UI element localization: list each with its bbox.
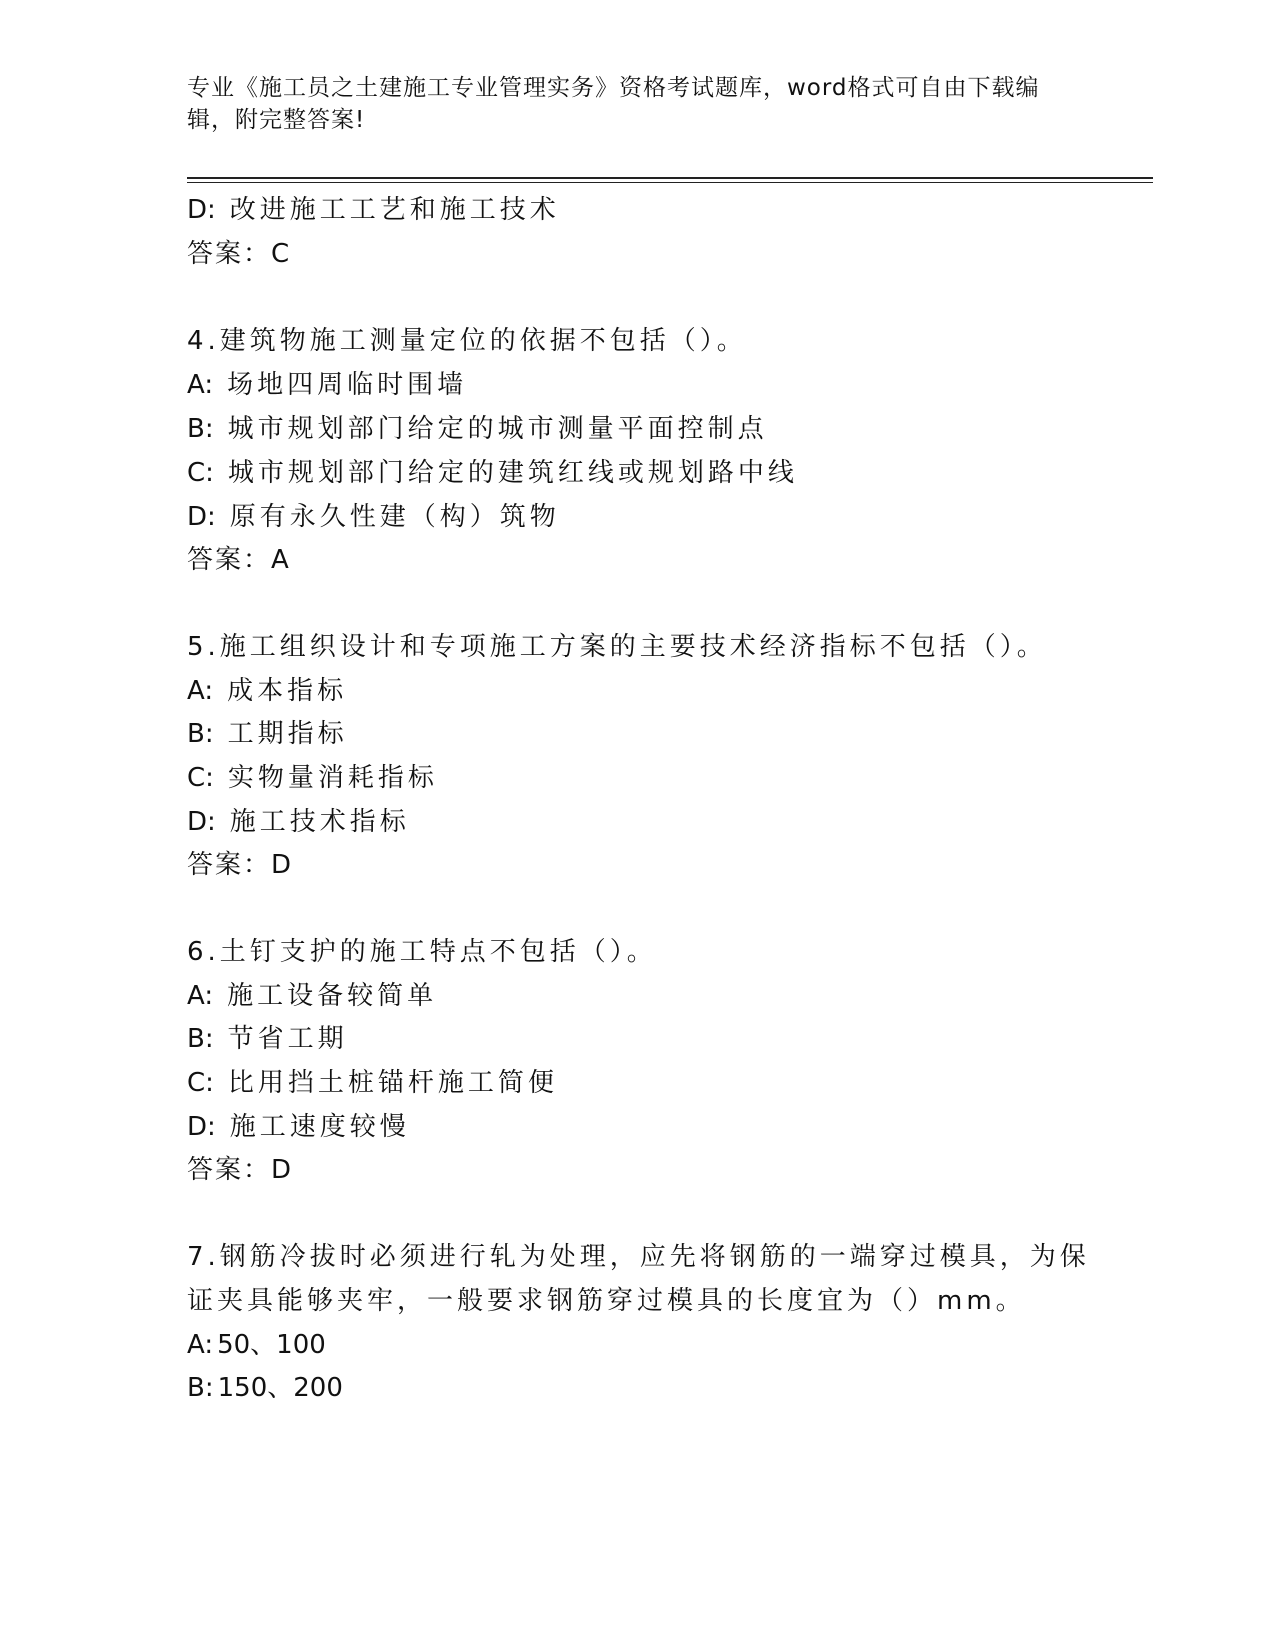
question-4-option-b — [187, 412, 768, 446]
option-text: 城市规划部门给定的建筑红线或规划路中线 — [227, 458, 798, 488]
question-6-option-d — [187, 1110, 410, 1144]
option-label: B: — [187, 719, 214, 749]
option-text: 施工技术指标 — [229, 807, 410, 837]
option-label: B: — [187, 1373, 214, 1403]
answer-value: D — [271, 850, 292, 880]
option-label: A: — [187, 1330, 214, 1360]
header-divider-thin — [187, 182, 1153, 183]
option-text: 施工设备较简单 — [227, 981, 438, 1011]
question-6-option-b — [187, 1022, 348, 1056]
question-5-option-b — [187, 717, 348, 751]
question-7-option-a — [187, 1328, 326, 1362]
header-divider-thick — [187, 177, 1153, 179]
option-text: 150、200 — [217, 1373, 343, 1403]
option-label: C: — [187, 763, 214, 793]
answer-label: 答案： — [187, 1155, 272, 1185]
option-label: D: — [187, 1112, 216, 1142]
answer-value: D — [271, 1155, 292, 1185]
option-label: C: — [187, 1068, 214, 1098]
header-line-1: 专业《施工员之土建施工专业管理实务》资格考试题库，word格式可自由下载编 — [187, 75, 1040, 101]
question-5-option-a — [187, 674, 347, 708]
option-label: A: — [187, 981, 214, 1011]
option-label: A: — [187, 676, 214, 706]
option-text: 50、100 — [217, 1330, 326, 1360]
option-text: 比用挡土桩锚杆施工简便 — [227, 1068, 558, 1098]
option-label: D: — [187, 502, 216, 532]
question-5-answer — [187, 848, 291, 882]
option-label: D: — [187, 807, 216, 837]
question-7-option-b — [187, 1371, 343, 1405]
header-line-2: 辑，附完整答案! — [187, 107, 366, 133]
question-4-option-d — [187, 500, 560, 534]
question-4-stem: 4.建筑物施工测量定位的依据不包括（）。 — [187, 326, 747, 356]
option-text: 场地四周临时围墙 — [227, 370, 468, 400]
option-text: 施工速度较慢 — [229, 1112, 410, 1142]
question-7-stem-line-1: 7.钢筋冷拔时必须进行轧为处理，应先将钢筋的一端穿过模具，为保 — [187, 1242, 1090, 1272]
answer-label: 答案： — [187, 850, 272, 880]
answer-label: 答案： — [187, 239, 272, 269]
question-5-option-c — [187, 761, 438, 795]
option-label: B: — [187, 1024, 214, 1054]
question-6-option-a — [187, 979, 437, 1013]
option-label: C: — [187, 458, 214, 488]
question-6-answer — [187, 1153, 291, 1187]
question-6-stem: 6.土钉支护的施工特点不包括（）。 — [187, 937, 657, 967]
option-text: 实物量消耗指标 — [227, 763, 438, 793]
option-text: 工期指标 — [227, 719, 348, 749]
answer-value: C — [271, 239, 290, 269]
question-5-option-d — [187, 805, 410, 839]
question-4-answer — [187, 543, 289, 577]
option-text: 改进施工工艺和施工技术 — [229, 195, 560, 225]
question-7-stem-line-2: 证夹具能够夹牢，一般要求钢筋穿过模具的长度宜为（）mm。 — [187, 1286, 1026, 1316]
answer-label: 答案： — [187, 545, 272, 575]
answer-value: A — [271, 545, 289, 575]
option-label: D: — [187, 195, 216, 225]
option-text: 成本指标 — [227, 676, 348, 706]
partial-question-option-d — [187, 193, 560, 227]
option-text: 城市规划部门给定的城市测量平面控制点 — [227, 414, 768, 444]
option-text: 节省工期 — [227, 1024, 348, 1054]
question-4-option-a — [187, 368, 467, 402]
question-5-stem: 5.施工组织设计和专项施工方案的主要技术经济指标不包括（）。 — [187, 632, 1047, 662]
option-label: B: — [187, 414, 214, 444]
option-text: 原有永久性建（构）筑物 — [229, 502, 560, 532]
option-label: A: — [187, 370, 214, 400]
partial-question-answer — [187, 237, 289, 271]
document-header — [187, 72, 1067, 136]
question-4-option-c — [187, 456, 798, 490]
question-6-option-c — [187, 1066, 558, 1100]
